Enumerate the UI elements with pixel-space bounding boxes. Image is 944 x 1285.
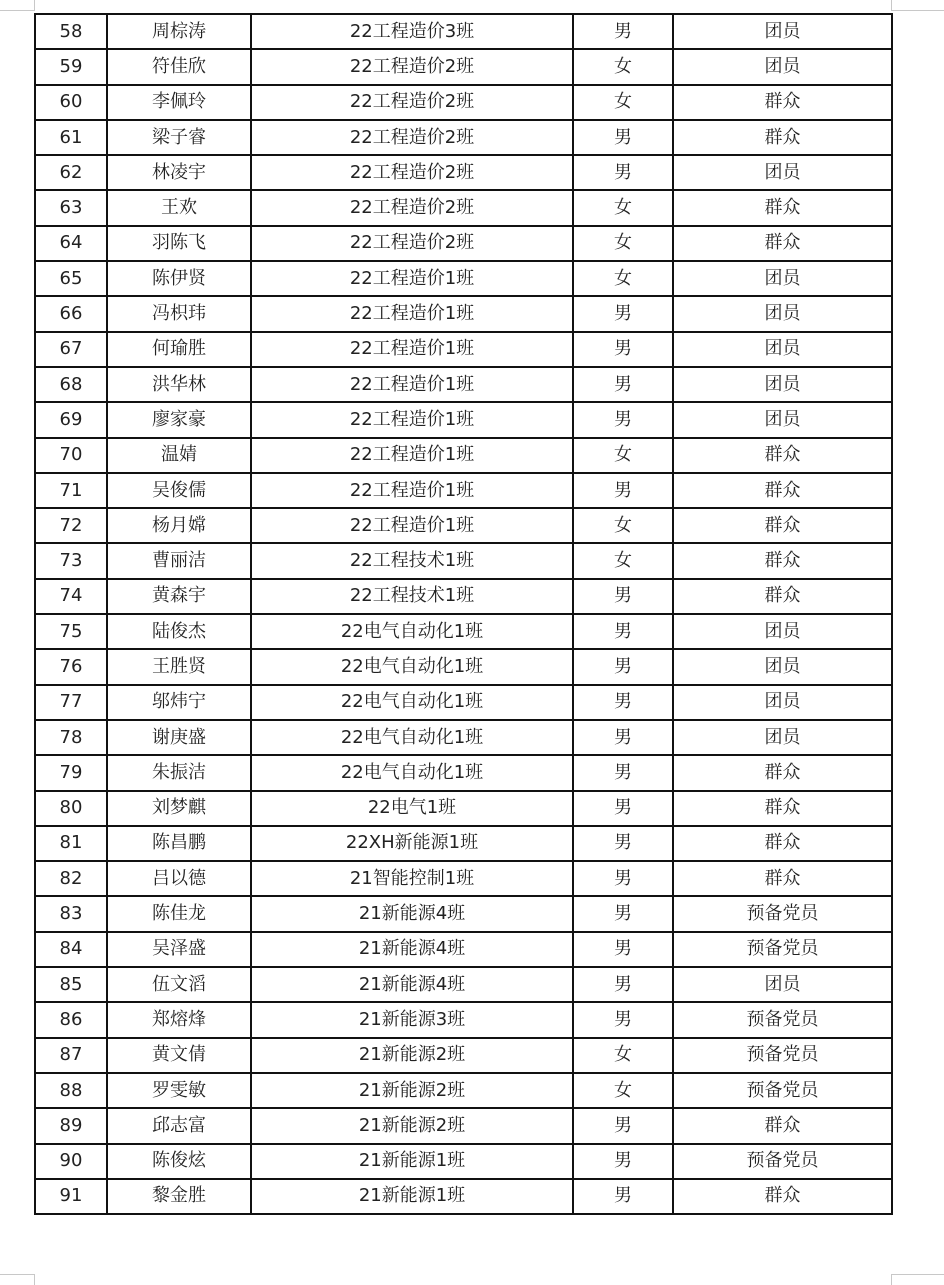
class-name-cell: 21智能控制1班 <box>251 861 573 896</box>
row-number-cell: 77 <box>35 685 107 720</box>
student-name-cell: 何瑜胜 <box>107 332 251 367</box>
table-row <box>35 720 892 755</box>
table-row <box>35 649 892 684</box>
row-number-cell: 80 <box>35 791 107 826</box>
gender-cell: 女 <box>573 226 673 261</box>
student-name-cell: 邱志富 <box>107 1108 251 1143</box>
student-name-cell: 刘梦麒 <box>107 791 251 826</box>
row-number-cell: 86 <box>35 1002 107 1037</box>
class-name-cell: 21新能源1班 <box>251 1179 573 1214</box>
class-name-cell: 22电气自动化1班 <box>251 755 573 790</box>
student-name-cell: 郑熔烽 <box>107 1002 251 1037</box>
row-number-cell: 75 <box>35 614 107 649</box>
row-number-cell: 81 <box>35 826 107 861</box>
student-name-cell: 林凌宇 <box>107 155 251 190</box>
table-row <box>35 438 892 473</box>
class-name-cell: 21新能源2班 <box>251 1108 573 1143</box>
student-name-cell: 符佳欣 <box>107 49 251 84</box>
political-status-cell: 预备党员 <box>673 896 892 931</box>
political-status-cell: 预备党员 <box>673 1144 892 1179</box>
table-row <box>35 226 892 261</box>
student-name-cell: 周棕涛 <box>107 14 251 49</box>
student-name-cell: 吕以德 <box>107 861 251 896</box>
class-name-cell: 21新能源2班 <box>251 1038 573 1073</box>
student-name-cell: 李佩玲 <box>107 85 251 120</box>
class-name-cell: 22工程造价1班 <box>251 473 573 508</box>
row-number-cell: 91 <box>35 1179 107 1214</box>
table-row <box>35 1179 892 1214</box>
class-name-cell: 21新能源4班 <box>251 896 573 931</box>
row-number-cell: 63 <box>35 190 107 225</box>
political-status-cell: 预备党员 <box>673 1038 892 1073</box>
gender-cell: 男 <box>573 296 673 331</box>
student-name-cell: 陈伊贤 <box>107 261 251 296</box>
political-status-cell: 群众 <box>673 755 892 790</box>
roster-table-body <box>35 14 892 1214</box>
row-number-cell: 65 <box>35 261 107 296</box>
political-status-cell: 群众 <box>673 861 892 896</box>
table-row <box>35 1038 892 1073</box>
class-name-cell: 22工程造价1班 <box>251 332 573 367</box>
student-name-cell: 谢庚盛 <box>107 720 251 755</box>
political-status-cell: 团员 <box>673 49 892 84</box>
table-row <box>35 1073 892 1108</box>
political-status-cell: 团员 <box>673 261 892 296</box>
row-number-cell: 64 <box>35 226 107 261</box>
table-row <box>35 896 892 931</box>
student-name-cell: 黎金胜 <box>107 1179 251 1214</box>
gender-cell: 男 <box>573 155 673 190</box>
gender-cell: 男 <box>573 1002 673 1037</box>
political-status-cell: 群众 <box>673 1179 892 1214</box>
row-number-cell: 72 <box>35 508 107 543</box>
student-name-cell: 陈昌鹏 <box>107 826 251 861</box>
student-name-cell: 冯枳玮 <box>107 296 251 331</box>
row-number-cell: 82 <box>35 861 107 896</box>
row-number-cell: 89 <box>35 1108 107 1143</box>
class-name-cell: 22工程造价2班 <box>251 120 573 155</box>
table-row <box>35 967 892 1002</box>
gender-cell: 男 <box>573 579 673 614</box>
political-status-cell: 群众 <box>673 226 892 261</box>
student-name-cell: 吴泽盛 <box>107 932 251 967</box>
class-name-cell: 22电气自动化1班 <box>251 614 573 649</box>
political-status-cell: 团员 <box>673 720 892 755</box>
table-row <box>35 14 892 49</box>
row-number-cell: 88 <box>35 1073 107 1108</box>
political-status-cell: 预备党员 <box>673 1073 892 1108</box>
row-number-cell: 87 <box>35 1038 107 1073</box>
class-name-cell: 21新能源4班 <box>251 932 573 967</box>
table-row <box>35 120 892 155</box>
gender-cell: 男 <box>573 14 673 49</box>
class-name-cell: 22工程造价1班 <box>251 261 573 296</box>
row-number-cell: 67 <box>35 332 107 367</box>
table-row <box>35 508 892 543</box>
class-name-cell: 22电气1班 <box>251 791 573 826</box>
gender-cell: 男 <box>573 473 673 508</box>
political-status-cell: 群众 <box>673 579 892 614</box>
gender-cell: 男 <box>573 402 673 437</box>
table-row <box>35 543 892 578</box>
crop-mark-bottom-right <box>891 1274 944 1285</box>
gender-cell: 女 <box>573 85 673 120</box>
gender-cell: 男 <box>573 755 673 790</box>
class-name-cell: 22工程造价1班 <box>251 367 573 402</box>
gender-cell: 女 <box>573 190 673 225</box>
political-status-cell: 团员 <box>673 649 892 684</box>
political-status-cell: 群众 <box>673 438 892 473</box>
table-row <box>35 332 892 367</box>
student-name-cell: 吴俊儒 <box>107 473 251 508</box>
gender-cell: 女 <box>573 261 673 296</box>
table-row <box>35 826 892 861</box>
student-name-cell: 罗雯敏 <box>107 1073 251 1108</box>
class-name-cell: 22工程造价1班 <box>251 296 573 331</box>
row-number-cell: 68 <box>35 367 107 402</box>
gender-cell: 男 <box>573 1144 673 1179</box>
class-name-cell: 22工程造价1班 <box>251 402 573 437</box>
table-row <box>35 791 892 826</box>
table-row <box>35 579 892 614</box>
row-number-cell: 69 <box>35 402 107 437</box>
gender-cell: 男 <box>573 967 673 1002</box>
class-name-cell: 22工程造价2班 <box>251 155 573 190</box>
table-row <box>35 296 892 331</box>
class-name-cell: 21新能源2班 <box>251 1073 573 1108</box>
student-name-cell: 王胜贤 <box>107 649 251 684</box>
student-name-cell: 曹丽洁 <box>107 543 251 578</box>
row-number-cell: 74 <box>35 579 107 614</box>
student-name-cell: 梁子睿 <box>107 120 251 155</box>
class-name-cell: 22工程造价3班 <box>251 14 573 49</box>
student-name-cell: 黄文倩 <box>107 1038 251 1073</box>
row-number-cell: 73 <box>35 543 107 578</box>
student-name-cell: 陆俊杰 <box>107 614 251 649</box>
row-number-cell: 60 <box>35 85 107 120</box>
table-row <box>35 1002 892 1037</box>
crop-mark-bottom-left <box>0 1274 35 1285</box>
gender-cell: 男 <box>573 826 673 861</box>
student-name-cell: 伍文滔 <box>107 967 251 1002</box>
student-name-cell: 温婧 <box>107 438 251 473</box>
gender-cell: 男 <box>573 896 673 931</box>
row-number-cell: 62 <box>35 155 107 190</box>
table-row <box>35 190 892 225</box>
political-status-cell: 团员 <box>673 402 892 437</box>
political-status-cell: 预备党员 <box>673 932 892 967</box>
student-name-cell: 羽陈飞 <box>107 226 251 261</box>
gender-cell: 男 <box>573 649 673 684</box>
class-name-cell: 22电气自动化1班 <box>251 649 573 684</box>
row-number-cell: 78 <box>35 720 107 755</box>
table-row <box>35 861 892 896</box>
class-name-cell: 22工程造价1班 <box>251 438 573 473</box>
class-name-cell: 22电气自动化1班 <box>251 720 573 755</box>
class-name-cell: 21新能源3班 <box>251 1002 573 1037</box>
student-roster-table <box>34 13 893 1215</box>
student-name-cell: 王欢 <box>107 190 251 225</box>
gender-cell: 女 <box>573 543 673 578</box>
table-row <box>35 614 892 649</box>
student-name-cell: 陈俊炫 <box>107 1144 251 1179</box>
political-status-cell: 团员 <box>673 967 892 1002</box>
class-name-cell: 22工程技术1班 <box>251 543 573 578</box>
table-row <box>35 367 892 402</box>
row-number-cell: 83 <box>35 896 107 931</box>
political-status-cell: 群众 <box>673 473 892 508</box>
row-number-cell: 79 <box>35 755 107 790</box>
gender-cell: 女 <box>573 1038 673 1073</box>
crop-mark-top-right <box>891 0 944 11</box>
row-number-cell: 76 <box>35 649 107 684</box>
gender-cell: 男 <box>573 1179 673 1214</box>
row-number-cell: 70 <box>35 438 107 473</box>
political-status-cell: 团员 <box>673 296 892 331</box>
political-status-cell: 团员 <box>673 155 892 190</box>
political-status-cell: 群众 <box>673 190 892 225</box>
student-name-cell: 黄森宇 <box>107 579 251 614</box>
class-name-cell: 22XH新能源1班 <box>251 826 573 861</box>
table-row <box>35 402 892 437</box>
row-number-cell: 90 <box>35 1144 107 1179</box>
political-status-cell: 群众 <box>673 826 892 861</box>
political-status-cell: 团员 <box>673 685 892 720</box>
gender-cell: 男 <box>573 120 673 155</box>
table-row <box>35 49 892 84</box>
student-name-cell: 洪华林 <box>107 367 251 402</box>
student-name-cell: 朱振洁 <box>107 755 251 790</box>
political-status-cell: 团员 <box>673 367 892 402</box>
table-row <box>35 1144 892 1179</box>
class-name-cell: 21新能源1班 <box>251 1144 573 1179</box>
political-status-cell: 群众 <box>673 508 892 543</box>
class-name-cell: 21新能源4班 <box>251 967 573 1002</box>
political-status-cell: 团员 <box>673 14 892 49</box>
table-row <box>35 932 892 967</box>
class-name-cell: 22工程造价2班 <box>251 226 573 261</box>
political-status-cell: 预备党员 <box>673 1002 892 1037</box>
student-name-cell: 廖家豪 <box>107 402 251 437</box>
gender-cell: 女 <box>573 1073 673 1108</box>
gender-cell: 男 <box>573 614 673 649</box>
row-number-cell: 59 <box>35 49 107 84</box>
table-row <box>35 473 892 508</box>
class-name-cell: 22工程造价1班 <box>251 508 573 543</box>
gender-cell: 男 <box>573 685 673 720</box>
gender-cell: 男 <box>573 1108 673 1143</box>
row-number-cell: 66 <box>35 296 107 331</box>
row-number-cell: 85 <box>35 967 107 1002</box>
student-name-cell: 杨月嫦 <box>107 508 251 543</box>
class-name-cell: 22工程造价2班 <box>251 190 573 225</box>
gender-cell: 男 <box>573 932 673 967</box>
class-name-cell: 22工程造价2班 <box>251 85 573 120</box>
gender-cell: 男 <box>573 367 673 402</box>
row-number-cell: 58 <box>35 14 107 49</box>
table-row <box>35 155 892 190</box>
table-row <box>35 755 892 790</box>
political-status-cell: 群众 <box>673 543 892 578</box>
table-row <box>35 261 892 296</box>
row-number-cell: 84 <box>35 932 107 967</box>
class-name-cell: 22工程技术1班 <box>251 579 573 614</box>
gender-cell: 男 <box>573 791 673 826</box>
gender-cell: 男 <box>573 861 673 896</box>
gender-cell: 男 <box>573 332 673 367</box>
crop-mark-top-left <box>0 0 35 11</box>
political-status-cell: 群众 <box>673 1108 892 1143</box>
student-name-cell: 邬炜宁 <box>107 685 251 720</box>
political-status-cell: 群众 <box>673 791 892 826</box>
political-status-cell: 团员 <box>673 332 892 367</box>
gender-cell: 女 <box>573 438 673 473</box>
gender-cell: 女 <box>573 508 673 543</box>
table-row <box>35 1108 892 1143</box>
political-status-cell: 群众 <box>673 120 892 155</box>
table-row <box>35 685 892 720</box>
political-status-cell: 团员 <box>673 614 892 649</box>
gender-cell: 女 <box>573 49 673 84</box>
row-number-cell: 61 <box>35 120 107 155</box>
row-number-cell: 71 <box>35 473 107 508</box>
gender-cell: 男 <box>573 720 673 755</box>
political-status-cell: 群众 <box>673 85 892 120</box>
class-name-cell: 22工程造价2班 <box>251 49 573 84</box>
student-name-cell: 陈佳龙 <box>107 896 251 931</box>
class-name-cell: 22电气自动化1班 <box>251 685 573 720</box>
table-row <box>35 85 892 120</box>
